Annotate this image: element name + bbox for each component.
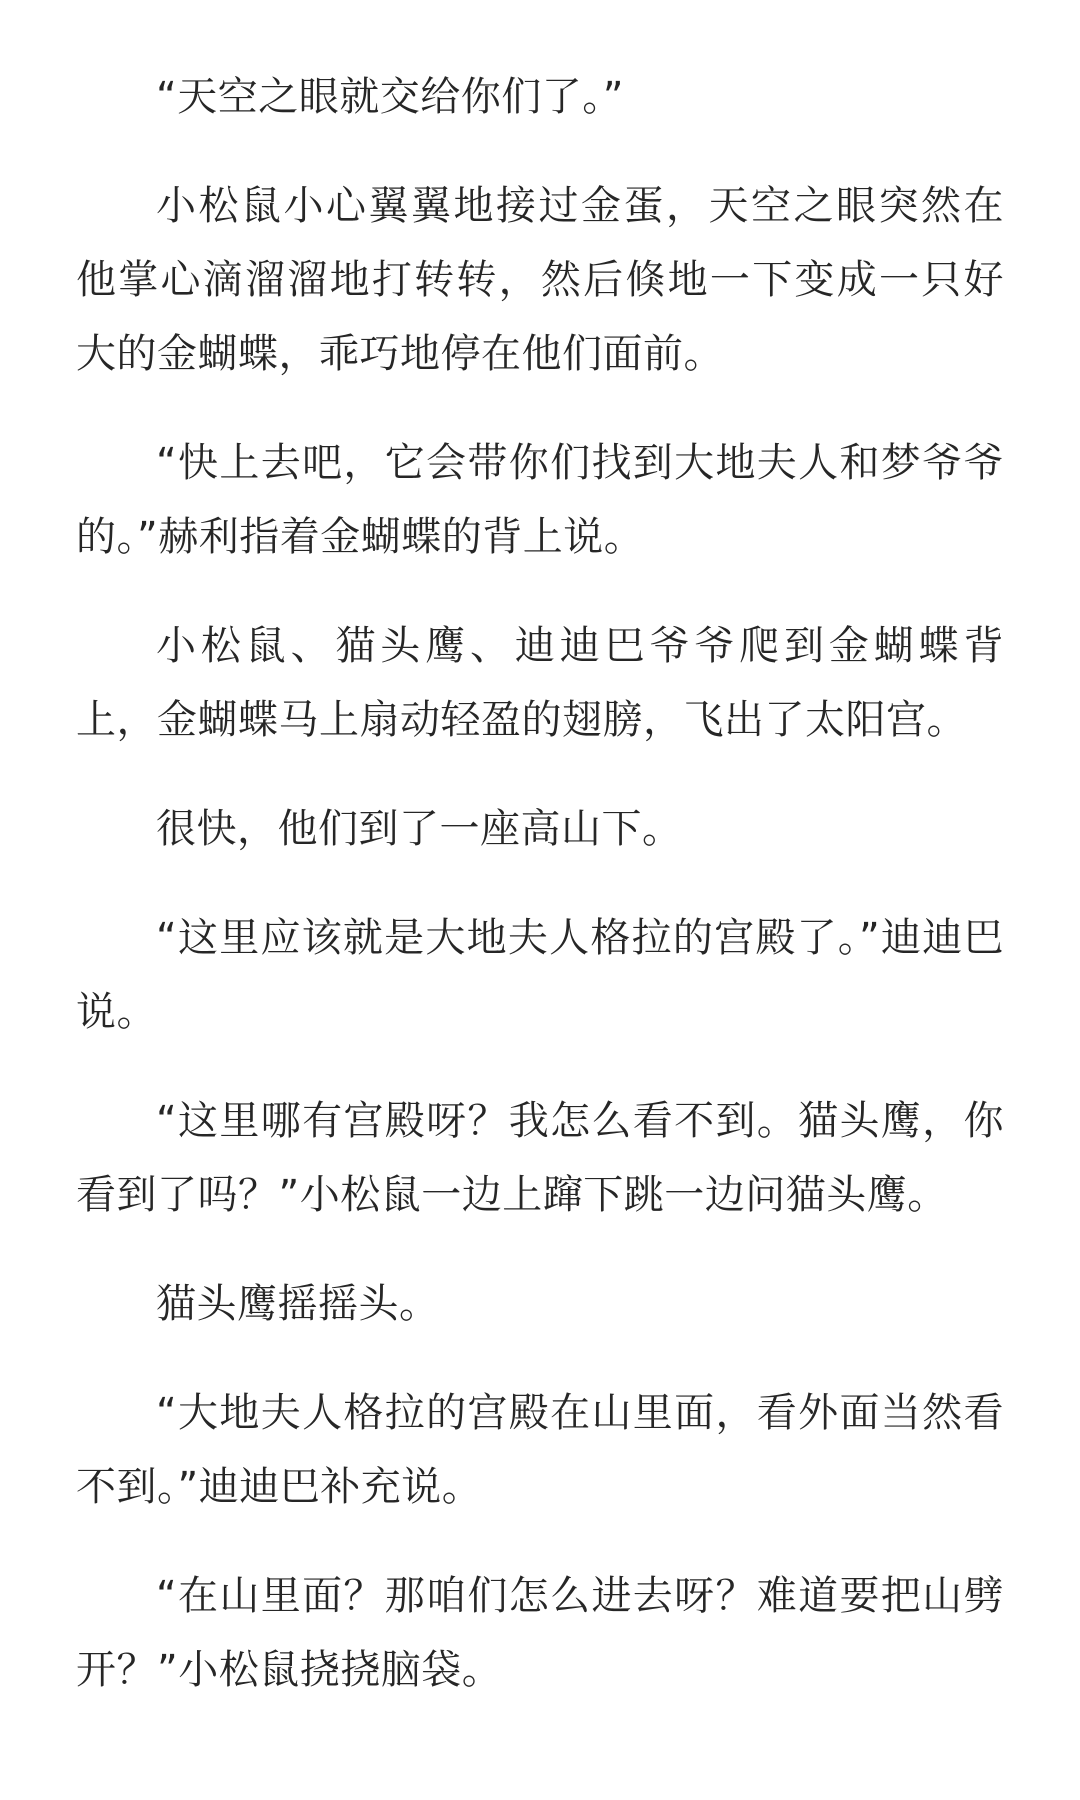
paragraph: 小松鼠小心翼翼地接过金蛋，天空之眼突然在他掌心滴溜溜地打转转，然后倏地一下变成一只好大的金蝴蝶，乖巧地停在他们面前。 [76, 183, 1004, 377]
paragraph: “天空之眼就交给你们了。” [156, 74, 624, 120]
paragraph: 猫头鹰摇摇头。 [156, 1281, 440, 1327]
paragraph: 小松鼠、猫头鹰、迪迪巴爷爷爬到金蝴蝶背上，金蝴蝶马上扇动轻盈的翅膀，飞出了太阳宫。 [76, 623, 1004, 743]
paragraph: 很快，他们到了一座高山下。 [156, 806, 683, 852]
paragraph: “这里应该就是大地夫人格拉的宫殿了。”迪迪巴说。 [76, 915, 1004, 1035]
story-text [76, 60, 1004, 1742]
paragraph: “这里哪有宫殿呀？我怎么看不到。猫头鹰，你看到了吗？”小松鼠一边上蹿下跳一边问猫头鹰。 [76, 1098, 1004, 1218]
paragraph: “大地夫人格拉的宫殿在山里面，看外面当然看不到。”迪迪巴补充说。 [76, 1390, 1004, 1510]
paragraph: “快上去吧，它会带你们找到大地夫人和梦爷爷的。”赫利指着金蝴蝶的背上说。 [76, 440, 1004, 560]
paragraph: “在山里面？那咱们怎么进去呀？难道要把山劈开？”小松鼠挠挠脑袋。 [76, 1573, 1004, 1693]
